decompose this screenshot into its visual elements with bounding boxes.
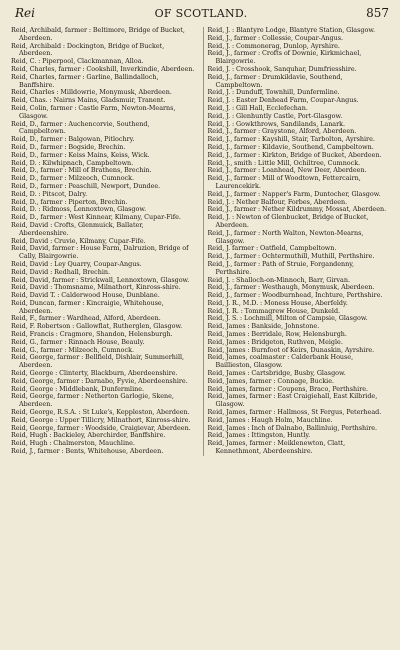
- directory-entry: Reid, D. : Kilwhipnach, Campbeltown.: [11, 158, 134, 167]
- directory-entry: Reid, David, farmer : Strickwall, Lennoxtown, Glasgow.: [11, 275, 190, 284]
- directory-entry: Reid, George, farmer : Bellfield, Dishlair, Summerhill, Aberdeen.: [11, 353, 185, 370]
- directory-entry: Reid, James, coalmaster : Calderbank House, Baillieston, Glasgow.: [207, 353, 354, 370]
- directory-entry: Reid, James : Berridale, Row, Helensburgh.: [207, 330, 347, 339]
- directory-entry: Reid, J. : Blantyre Lodge, Blantyre Station, Glasgow.: [207, 27, 376, 34]
- directory-entry: Reid, J., farmer : Nether Kildrummy, Mossat, Aberdeen.: [207, 205, 387, 214]
- directory-entry: Reid, James : Ittingston, Huntly.: [207, 431, 311, 440]
- directory-entry: Reid, J., farmer : Path of Struie, Forgandenny, Perthshire.: [207, 259, 355, 276]
- directory-entry: Reid, D., farmer : Balgowan, Pitlochry.: [11, 135, 135, 144]
- directory-entry: Reid, Colin, farmer : Castle Farm, Newton-Mearns, Glasgow.: [11, 103, 176, 120]
- directory-entry: Reid, J., farmer : Graystone, Alford, Aberdeen.: [207, 127, 357, 136]
- directory-entry: Reid, Hugh : Backieley, Aberchirder, Banffshire.: [11, 431, 166, 440]
- directory-entry: Reid, J., farmer : Bents, Whitehouse, Aberdeen.: [11, 447, 164, 456]
- directory-entry: Reid, Hugh : Chalmerston, Mauchline.: [11, 439, 135, 448]
- directory-entry: Reid, David : Crofts, Glenmuick, Ballater, Aberdeenshire.: [11, 220, 144, 237]
- directory-entry: Reid, George, farmer : Darnabo, Fyvie, Aberdeenshire.: [11, 376, 188, 385]
- directory-entry: Reid, D. : Ridmoss, Lennoxtown, Glasgow.: [11, 205, 147, 214]
- directory-entry: Reid, J., farmer : Collessie, Coupar-Angus.: [207, 33, 344, 42]
- directory-entry: Reid, D., farmer : Peaschill, Newport, Dundee.: [11, 181, 161, 190]
- directory-entry: Reid, J., farmer : Kildavie, Southend, Campbeltown.: [207, 142, 374, 151]
- directory-entry: Reid, Chas. : Nairns Mains, Gladsmuir, Tranent.: [11, 96, 166, 105]
- directory-entry: Reid, J. : Shalloch-on-Minnoch, Barr, Girvan.: [207, 275, 350, 284]
- directory-entry: Reid, J., farmer : Ochtermuthill, Muthill, Perthshire.: [207, 252, 375, 261]
- directory-entry: Reid, J., farmer : Loanhead, New Deer, Aberdeen.: [207, 166, 367, 175]
- directory-entry: Reid, J. farmer : Oatfield, Campbeltown.: [207, 244, 337, 253]
- directory-entry: Reid, Charles, farmer : Garline, Ballindalloch, Banffshire.: [11, 72, 159, 89]
- directory-entry: Reid, J. R., M.D. : Moness House, Aberfeldy.: [207, 298, 348, 307]
- directory-entry: Reid, James : Inch of Dalnabo, Ballinluig, Perthshire.: [207, 423, 378, 432]
- directory-entry: Reid, D., farmer : Keiss Mains, Keiss, Wick.: [11, 150, 150, 159]
- directory-entry: Reid, J. S. : Lochmill, Milton of Campsie, Glasgow.: [207, 314, 368, 323]
- right-column: [203, 27, 392, 456]
- directory-entry: Reid, G., farmer : Rinnach House, Beauly.: [11, 337, 145, 346]
- directory-entry: Reid, George : Clinterty, Blackburn, Aberdeenshire.: [11, 369, 178, 378]
- directory-entry: Reid, D., farmer : Milzeoch, Cumnock.: [11, 174, 135, 183]
- directory-entry: Reid, Francis : Cragmore, Shandon, Helensburgh.: [11, 330, 173, 339]
- directory-entry: Reid, J. R. : Tommagrew House, Dunkeld.: [207, 306, 341, 315]
- directory-entry: Reid, J., farmer : Kayshill, Stair, Tarbolton, Ayrshire.: [207, 135, 375, 144]
- directory-entry: Reid, J. : Newton of Glenbucket, Bridge of Bucket, Aberdeen.: [207, 213, 369, 229]
- directory-entry: Reid, James : Bridgeton, Ruthven, Meigle.: [207, 337, 343, 346]
- directory-entry: Reid, James : Burnfoot of Keirs, Dunaskin, Ayrshire.: [207, 345, 375, 354]
- directory-entry: Reid, David : Ley Quarry, Coupar-Angus.: [11, 259, 142, 268]
- directory-entry: Reid, J., farmer : Woodburnhead, Inchture, Perthshire.: [207, 291, 383, 300]
- directory-entry: Reid, C. : Piperpool, Clackmannan, Alloa.: [11, 57, 144, 66]
- directory-entry: Reid, James : Cartsbridge, Busby, Glasgow.: [207, 369, 346, 378]
- directory-entry: Reid, D. : Pitscot, Dalry.: [11, 189, 88, 198]
- directory-entry: Reid, James, farmer : Coupens, Braco, Perthshire.: [207, 384, 369, 393]
- running-head-left: Rei: [15, 6, 35, 20]
- directory-entry: Reid, David T. : Calderwood House, Dunblane.: [11, 291, 160, 300]
- directory-entry: Reid, David : Thomsname, Milnathort, Kinross-shire.: [11, 283, 181, 292]
- directory-entry: Reid, J. : Dunduff, Townhill, Dunfermline.: [207, 88, 340, 97]
- directory-entry: Reid, George, farmer : Netherton Garlogie, Skene, Aberdeen.: [11, 392, 174, 409]
- directory-entry: Reid, Charles, farmer : Cookshill, Inverkindie, Aberdeen.: [11, 64, 195, 73]
- directory-entry: Reid, James : Bankside, Johnstone.: [207, 322, 320, 331]
- directory-entry: Reid, D., farmer : West Kinnear, Kilmany, Cupar-Fife.: [11, 213, 181, 222]
- directory-entry: Reid, James, farmer : Meiklenewton, Clatt, Kennethmont, Aberdeenshire.: [207, 439, 346, 456]
- directory-entry: Reid, J. : Nether Balfour, Forbes, Aberdeen.: [207, 197, 348, 206]
- page-header: [11, 6, 391, 24]
- directory-entry: Reid, James : Haugh Holm, Mauchline.: [207, 415, 333, 424]
- directory-entry: Reid, George : Middlebank, Dunfermline.: [11, 384, 145, 393]
- directory-entry: Reid, J., farmer : Drumkildavie, Southend, Campbeltown.: [207, 72, 343, 89]
- directory-entry: Reid, David : Cruvie, Kilmany, Cupar-Fife.: [11, 236, 146, 245]
- directory-entry: Reid, J., farmer : Mill of Woodtown, Fettercairn, Laurencekirk.: [207, 174, 361, 190]
- left-column: [11, 27, 195, 456]
- directory-entry: Reid, Charles : Milldowrie, Monymusk, Aberdeen.: [11, 88, 172, 97]
- directory-entry: Reid, David, farmer : House Farm, Dalruzion, Bridge of Cally, Blairgowrie.: [11, 244, 189, 261]
- directory-entry: Reid, D., farmer : Bogside, Brechin.: [11, 142, 126, 151]
- directory-entry: Reid, George : Upper Tillicry, Milnathort, Kinross-shire.: [11, 415, 191, 424]
- directory-entry: Reid, James, farmer : Hallmoss, St Fergus, Peterhead.: [207, 408, 382, 417]
- directory-entry: Reid, Archibald, farmer : Beltimore, Bridge of Bucket, Aberdeen.: [11, 27, 185, 42]
- directory-entry: Reid, George, R.S.A. : St Luke's, Keppleston, Aberdeen.: [11, 408, 190, 417]
- directory-entry: Reid, J., farmer : North Walton, Newton-Mearns, Glasgow.: [207, 228, 364, 245]
- directory-entry: Reid, J. : Glenhuntly Castle, Port-Glasgow.: [207, 111, 343, 120]
- directory-entry: Reid, F. Robertson : Gallowflat, Rutherglen, Glasgow.: [11, 322, 183, 331]
- directory-entry: Reid, D., farmer : Auchencorvie, Southend, Campbeltown.: [11, 119, 150, 136]
- directory-entry: Reid, J., smith : Little Mill, Ochiltree, Cumnock.: [207, 158, 361, 167]
- directory-entry: Reid, D., farmer : Piperton, Brechin.: [11, 197, 128, 206]
- directory-columns: [11, 27, 391, 456]
- directory-entry: Reid, Archibald : Dockington, Bridge of Bucket, Aberdeen.: [11, 41, 165, 58]
- directory-entry: Reid, J. : Gill Hall, Ecclefechan.: [207, 103, 308, 112]
- directory-entry: Reid, George, farmer : Woodside, Craigievar, Aberdeen.: [11, 423, 191, 432]
- directory-entry: Reid, J. : Gowkthrows, Sandilands, Lanark.: [207, 119, 346, 128]
- directory-entry: Reid, J. : Commonerag, Dunlop, Ayrshire.: [207, 41, 340, 50]
- directory-entry: Reid, Duncan, farmer : Kincraigie, Whitehouse, Aberdeen.: [11, 298, 164, 315]
- directory-entry: Reid, F., farmer : Wardhead, Alford, Aberdeen.: [11, 314, 161, 323]
- directory-entry: Reid, James, farmer : Connage, Buckie.: [207, 376, 335, 385]
- directory-entry: Reid, J. : Crosshook, Sanquhar, Dumfriesshire.: [207, 64, 357, 73]
- page-number: 857: [366, 6, 389, 20]
- directory-entry: Reid, James, farmer : East Craigiehall, East Kilbride, Glasgow.: [207, 392, 378, 409]
- directory-entry: Reid, G., farmer : Milzeoch, Cumnock.: [11, 345, 135, 354]
- directory-entry: Reid, J. : Easter Denhead Farm, Coupar-Angus.: [207, 96, 359, 105]
- directory-entry: Reid, J., farmer : Crofts of Downie, Kirkmichael, Blairgowrie.: [207, 49, 362, 66]
- directory-entry: Reid, J., farmer : Napper's Farm, Duntocher, Glasgow.: [207, 189, 381, 198]
- directory-entry: Reid, J., farmer : Kirkton, Bridge of Bucket, Aberdeen.: [207, 150, 382, 159]
- running-head-center: OF SCOTLAND.: [154, 7, 248, 20]
- directory-entry: Reid, J., farmer : Westhaugh, Monymusk, Aberdeen.: [207, 283, 375, 292]
- directory-entry: Reid, David : Redhall, Brechin.: [11, 267, 111, 276]
- directory-entry: Reid, D., farmer : Mill of Brathens, Brechin.: [11, 166, 152, 175]
